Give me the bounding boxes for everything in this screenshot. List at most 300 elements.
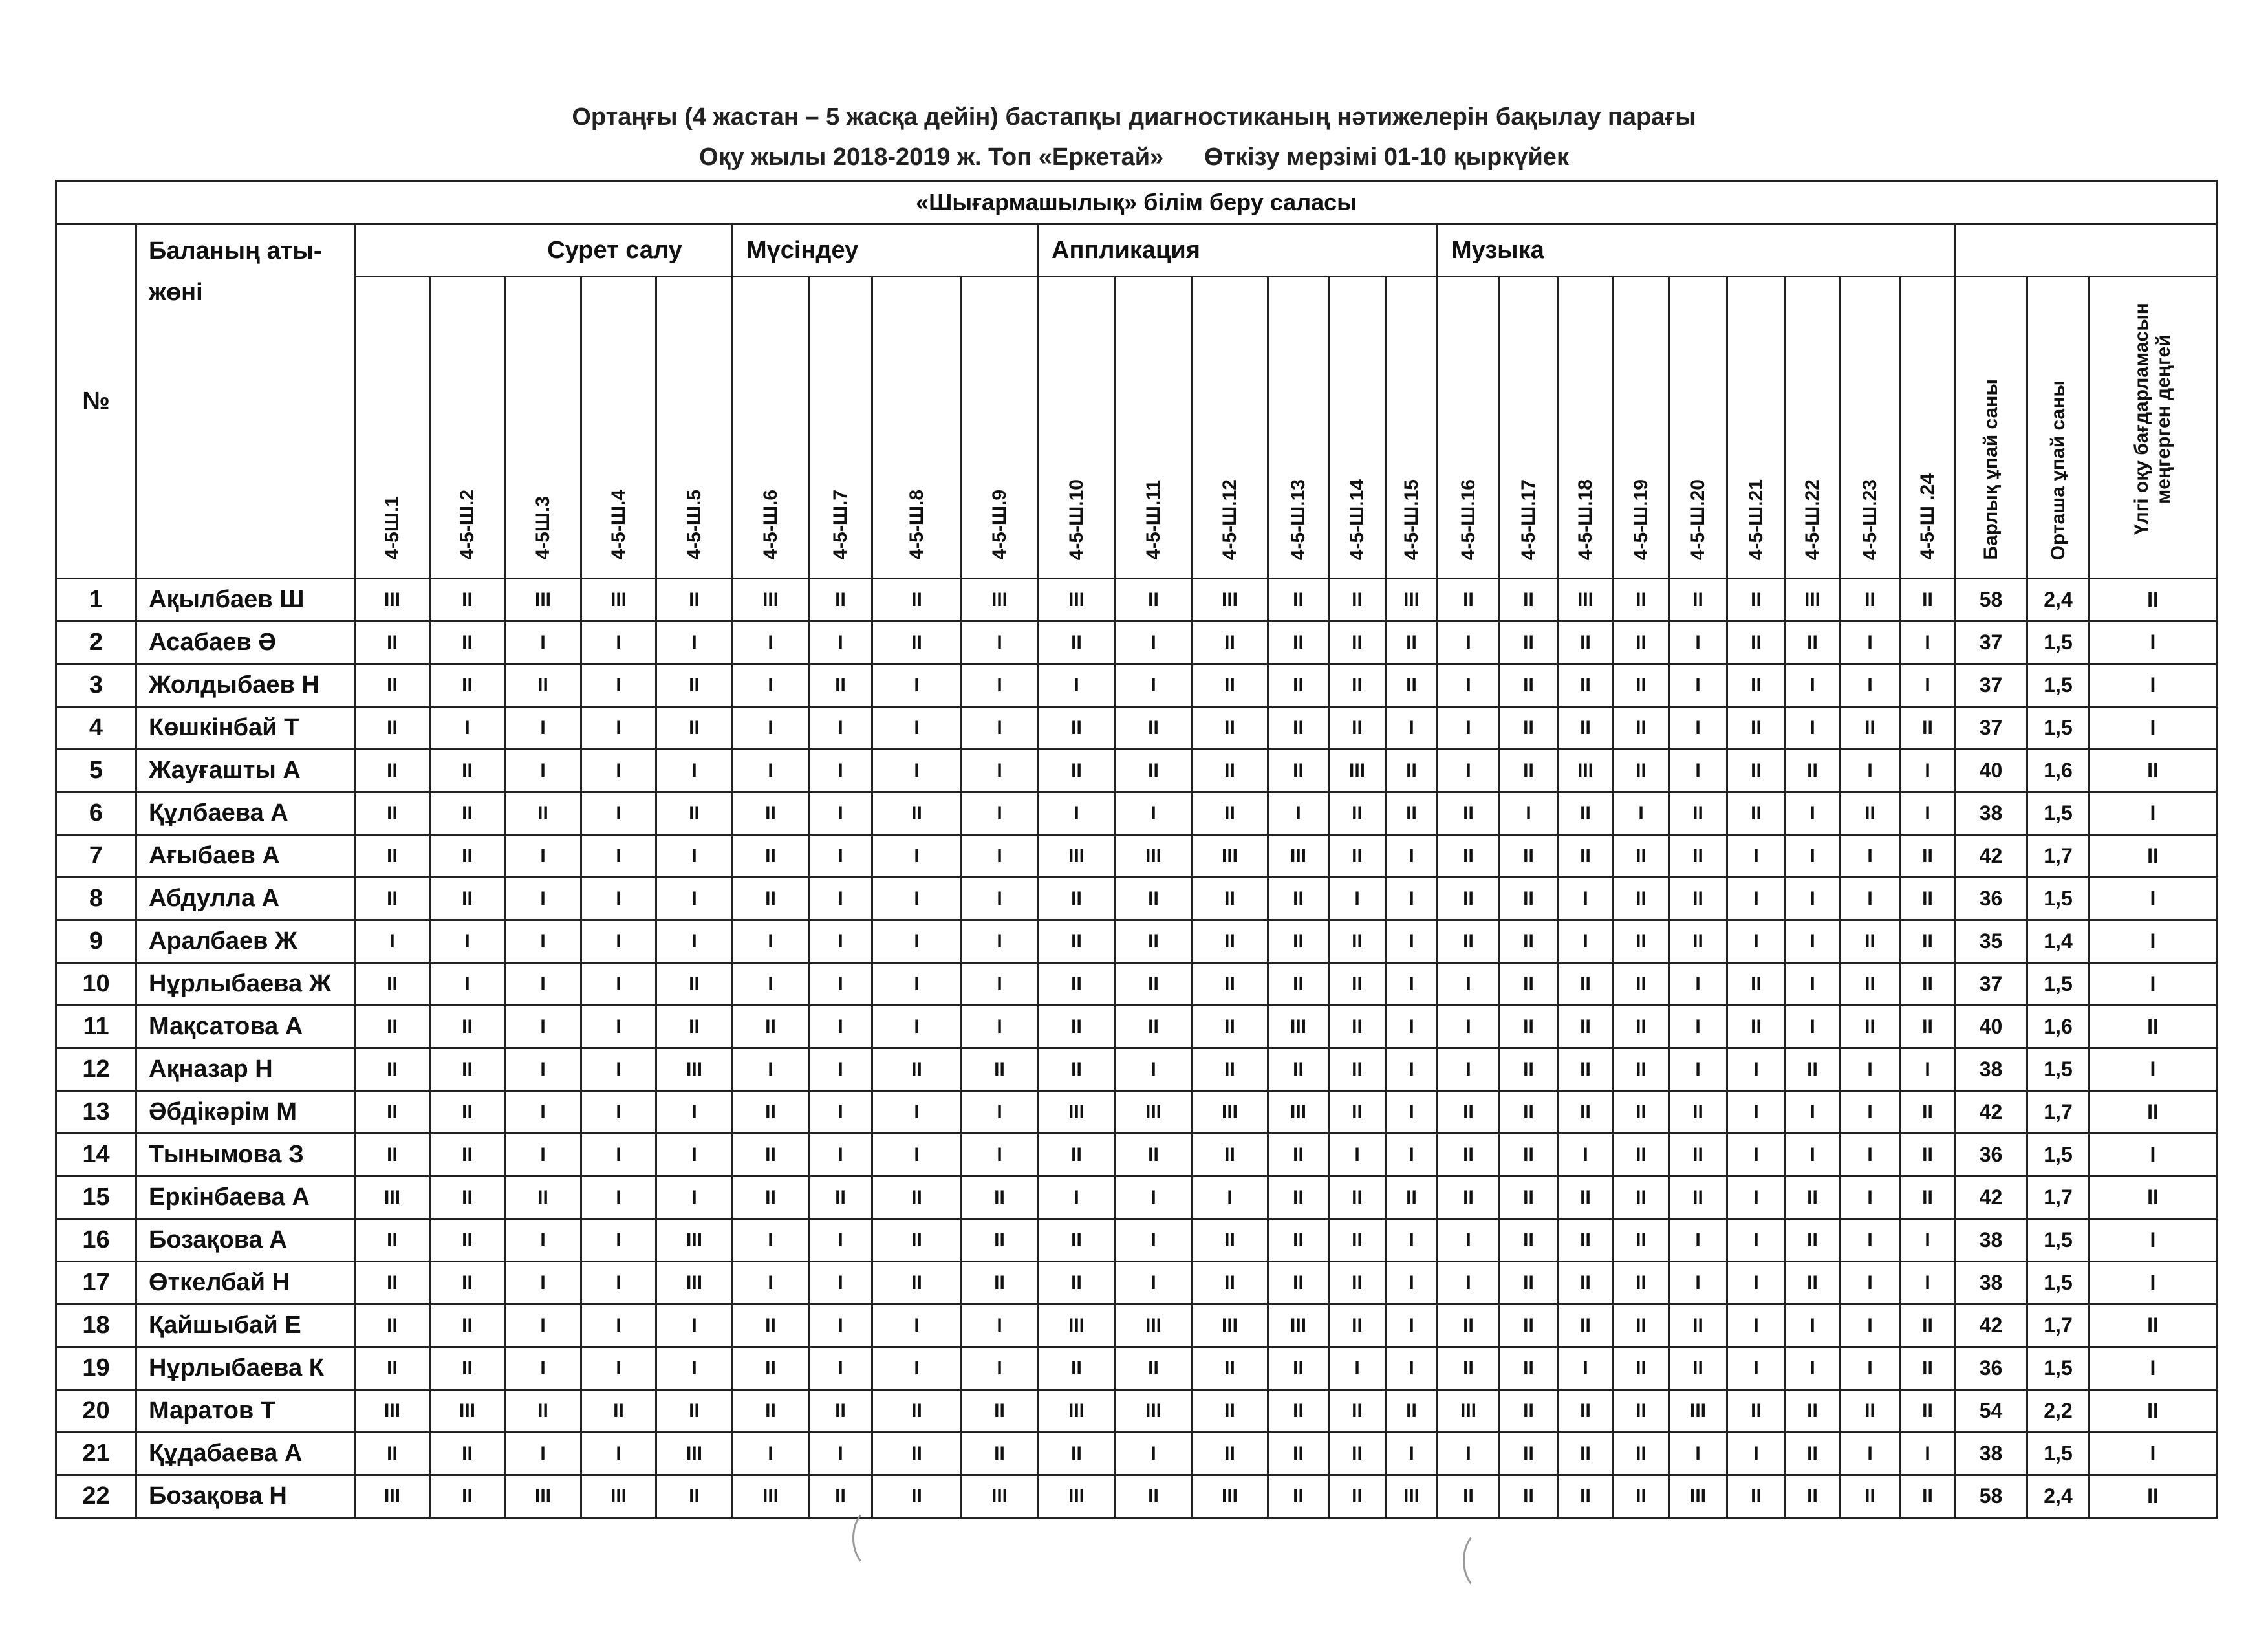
score-cell: III	[1192, 1091, 1268, 1134]
mastery-level-header-label: Үлгі оқу бағдарламасын меңгерген деңгей	[2131, 303, 2174, 535]
score-cell: I	[581, 1134, 656, 1176]
score-cell: II	[1329, 963, 1386, 1006]
score-cell: II	[1901, 878, 1955, 920]
row-number: 14	[56, 1134, 136, 1176]
score-cell: II	[1038, 1262, 1116, 1305]
score-cell: III	[1386, 579, 1438, 622]
group-music: Музыка	[1438, 224, 1955, 277]
score-cell: II	[1116, 579, 1192, 622]
score-cell: III	[962, 579, 1038, 622]
score-cell: II	[809, 579, 872, 622]
score-cell: III	[656, 1262, 733, 1305]
score-cell: I	[733, 707, 809, 750]
score-cell: II	[1386, 664, 1438, 707]
score-cell: I	[1786, 707, 1840, 750]
score-cell: II	[962, 1433, 1038, 1475]
score-cell: II	[1192, 750, 1268, 792]
score-cell: II	[355, 622, 430, 664]
table-row	[56, 1433, 2217, 1475]
score-cell: II	[962, 1219, 1038, 1262]
score-cell: II	[733, 1091, 809, 1134]
assessment-period: Өткізу мерзімі 01-10 қыркүйек	[1204, 144, 1569, 171]
score-cell: I	[1786, 963, 1840, 1006]
score-cell: III	[430, 1390, 505, 1433]
criterion-code-label: 4-5Ш.1	[381, 496, 403, 560]
score-cell: II	[1727, 750, 1786, 792]
score-cell: II	[1614, 1006, 1669, 1048]
score-cell: II	[505, 664, 581, 707]
score-cell: I	[581, 622, 656, 664]
score-cell: I	[1116, 664, 1192, 707]
score-cell: I	[733, 1262, 809, 1305]
score-cell: I	[505, 750, 581, 792]
row-number: 5	[56, 750, 136, 792]
score-cell: II	[430, 579, 505, 622]
child-name: Бозақова Н	[136, 1475, 355, 1518]
score-cell: II	[1614, 963, 1669, 1006]
score-cell: II	[872, 622, 962, 664]
child-name-header: Баланың аты-жөні	[136, 224, 355, 579]
score-cell: I	[505, 1262, 581, 1305]
score-cell: II	[1614, 1048, 1669, 1091]
criterion-code-label: 4-5-Ш.17	[1517, 479, 1539, 560]
criterion-code-label: 4-5-Ш.20	[1687, 479, 1709, 560]
score-cell: II	[872, 579, 962, 622]
score-cell: II	[1116, 920, 1192, 963]
score-cell: I	[1386, 1347, 1438, 1390]
score-cell: I	[1786, 878, 1840, 920]
score-cell: I	[809, 707, 872, 750]
total-score: 40	[1955, 1006, 2027, 1048]
criterion-code-label: 4-5-Ш.5	[683, 490, 705, 560]
score-cell: I	[1438, 1433, 1500, 1475]
score-cell: II	[1500, 707, 1558, 750]
code-header-row	[56, 277, 2217, 579]
score-cell: I	[872, 1006, 962, 1048]
score-cell: I	[872, 1305, 962, 1347]
score-cell: II	[1192, 963, 1268, 1006]
score-cell: III	[1669, 1475, 1727, 1518]
score-cell: I	[656, 622, 733, 664]
score-cell: II	[1614, 622, 1669, 664]
score-cell: II	[1901, 707, 1955, 750]
score-cell: II	[1786, 1262, 1840, 1305]
criterion-code-label: 4-5-Ш.18	[1574, 479, 1596, 560]
score-cell: I	[1558, 920, 1614, 963]
score-cell: II	[1786, 622, 1840, 664]
total-score: 58	[1955, 579, 2027, 622]
score-cell: I	[1116, 622, 1192, 664]
score-cell: II	[355, 1433, 430, 1475]
score-cell: II	[1116, 1347, 1192, 1390]
score-cell: II	[1038, 1048, 1116, 1091]
score-cell: II	[809, 1390, 872, 1433]
group-modeling: Мүсіндеу	[733, 224, 1038, 277]
score-cell: II	[1038, 1134, 1116, 1176]
score-cell: II	[1192, 1262, 1268, 1305]
score-cell: II	[1438, 1134, 1500, 1176]
score-cell: I	[962, 878, 1038, 920]
score-cell: I	[1840, 1048, 1901, 1091]
score-cell: II	[1116, 1475, 1192, 1518]
score-cell: II	[1614, 1219, 1669, 1262]
score-cell: II	[1500, 1048, 1558, 1091]
score-cell: II	[355, 707, 430, 750]
score-cell: II	[355, 750, 430, 792]
score-cell: II	[1786, 1475, 1840, 1518]
score-cell: II	[1901, 1390, 1955, 1433]
results-body	[56, 579, 2217, 1518]
average-score: 2,4	[2027, 579, 2090, 622]
score-cell: II	[1329, 1433, 1386, 1475]
score-cell: II	[430, 792, 505, 835]
score-cell: I	[505, 878, 581, 920]
score-cell: I	[505, 1091, 581, 1134]
score-cell: III	[1038, 579, 1116, 622]
score-cell: III	[1116, 1091, 1192, 1134]
total-score-header-label: Барлық ұпай саны	[1980, 379, 2002, 560]
score-cell: I	[809, 750, 872, 792]
score-cell: I	[1786, 1347, 1840, 1390]
score-cell: I	[430, 707, 505, 750]
criterion-code-header	[1116, 277, 1192, 579]
document-title: Ортаңғы (4 жастан – 5 жасқа дейін) бастапқы диагностиканың нәтижелерін бақылау парағы	[572, 103, 1696, 131]
score-cell: I	[872, 664, 962, 707]
score-cell: II	[1500, 878, 1558, 920]
score-cell: I	[1438, 622, 1500, 664]
table-row	[56, 792, 2217, 835]
score-cell: III	[1786, 579, 1840, 622]
score-cell: II	[656, 1006, 733, 1048]
score-cell: I	[809, 963, 872, 1006]
score-cell: II	[1840, 920, 1901, 963]
table-row	[56, 835, 2217, 878]
score-cell: II	[430, 1219, 505, 1262]
score-cell: II	[1614, 664, 1669, 707]
mastery-level: II	[2090, 750, 2217, 792]
score-cell: II	[1268, 920, 1329, 963]
score-cell: I	[962, 707, 1038, 750]
score-cell: I	[1669, 1433, 1727, 1475]
score-cell: II	[430, 1176, 505, 1219]
average-score: 1,6	[2027, 1006, 2090, 1048]
score-cell: I	[1786, 1305, 1840, 1347]
score-cell: II	[1614, 1390, 1669, 1433]
row-number: 16	[56, 1219, 136, 1262]
score-cell: II	[1500, 1390, 1558, 1433]
score-cell: II	[1669, 1347, 1727, 1390]
score-cell: III	[1268, 1305, 1329, 1347]
score-cell: II	[962, 1176, 1038, 1219]
row-number: 7	[56, 835, 136, 878]
score-cell: I	[1727, 1176, 1786, 1219]
child-name: Абдулла А	[136, 878, 355, 920]
score-cell: II	[1614, 1475, 1669, 1518]
score-cell: II	[1038, 1347, 1116, 1390]
score-cell: I	[505, 963, 581, 1006]
total-score: 37	[1955, 664, 2027, 707]
criterion-code-label: 4-5-Ш.13	[1287, 479, 1309, 560]
mastery-level: I	[2090, 664, 2217, 707]
score-cell: III	[1669, 1390, 1727, 1433]
score-cell: I	[581, 1219, 656, 1262]
criterion-code-label: 4-5-Ш.8	[905, 490, 927, 560]
score-cell: II	[1268, 1219, 1329, 1262]
criterion-code-header	[1386, 277, 1438, 579]
criterion-code-label: 4-5-Ш.9	[988, 490, 1010, 560]
score-cell: II	[1268, 1347, 1329, 1390]
score-cell: II	[1840, 963, 1901, 1006]
score-cell: I	[505, 1048, 581, 1091]
child-name: Еркінбаева А	[136, 1176, 355, 1219]
total-score: 36	[1955, 1347, 2027, 1390]
score-cell: I	[962, 1006, 1038, 1048]
score-cell: II	[1614, 750, 1669, 792]
score-cell: II	[1558, 963, 1614, 1006]
score-cell: I	[1386, 1219, 1438, 1262]
row-number: 3	[56, 664, 136, 707]
score-cell: II	[1669, 1134, 1727, 1176]
score-cell: II	[1558, 1219, 1614, 1262]
child-name: Тынымова З	[136, 1134, 355, 1176]
score-cell: I	[581, 1176, 656, 1219]
score-cell: III	[1038, 1390, 1116, 1433]
table-row	[56, 1262, 2217, 1305]
score-cell: I	[581, 1433, 656, 1475]
score-cell: II	[1669, 1091, 1727, 1134]
score-cell: I	[962, 920, 1038, 963]
score-cell: II	[505, 792, 581, 835]
score-cell: II	[505, 1390, 581, 1433]
score-cell: I	[962, 664, 1038, 707]
score-cell: I	[1727, 1134, 1786, 1176]
score-cell: II	[1268, 707, 1329, 750]
mastery-level: I	[2090, 707, 2217, 750]
total-score: 42	[1955, 835, 2027, 878]
score-cell: I	[581, 792, 656, 835]
score-cell: II	[1329, 1475, 1386, 1518]
score-cell: II	[1268, 963, 1329, 1006]
child-name: Ақылбаев Ш	[136, 579, 355, 622]
average-score: 1,5	[2027, 878, 2090, 920]
average-score: 1,7	[2027, 1091, 2090, 1134]
score-cell: I	[1840, 1176, 1901, 1219]
criterion-code-header	[1669, 277, 1727, 579]
score-cell: I	[872, 707, 962, 750]
score-cell: I	[1386, 1006, 1438, 1048]
table-row	[56, 750, 2217, 792]
score-cell: I	[1116, 792, 1192, 835]
score-cell: III	[733, 579, 809, 622]
score-cell: I	[872, 963, 962, 1006]
score-cell: I	[1438, 664, 1500, 707]
score-cell: I	[355, 920, 430, 963]
score-cell: II	[1329, 1048, 1386, 1091]
criterion-code-label: 4-5-Ш.19	[1630, 479, 1652, 560]
education-area-title: «Шығармашылық» білім беру саласы	[56, 181, 2217, 224]
score-cell: III	[1116, 835, 1192, 878]
score-cell: I	[1386, 835, 1438, 878]
score-cell: I	[809, 835, 872, 878]
score-cell: II	[1840, 707, 1901, 750]
score-cell: II	[1268, 1475, 1329, 1518]
score-cell: II	[1038, 920, 1116, 963]
score-cell: II	[1329, 1091, 1386, 1134]
score-cell: I	[505, 1433, 581, 1475]
score-cell: II	[355, 1347, 430, 1390]
score-cell: II	[1192, 1006, 1268, 1048]
score-cell: III	[1038, 1091, 1116, 1134]
score-cell: I	[1786, 1134, 1840, 1176]
score-cell: II	[1500, 1347, 1558, 1390]
score-cell: I	[1840, 878, 1901, 920]
score-cell: II	[1268, 1433, 1329, 1475]
score-cell: I	[656, 1091, 733, 1134]
row-number: 2	[56, 622, 136, 664]
score-cell: I	[1386, 920, 1438, 963]
score-cell: I	[1840, 1091, 1901, 1134]
score-cell: II	[1727, 963, 1786, 1006]
score-cell: II	[1192, 1219, 1268, 1262]
score-cell: III	[355, 579, 430, 622]
score-cell: II	[1386, 622, 1438, 664]
score-cell: III	[505, 1475, 581, 1518]
score-cell: I	[656, 878, 733, 920]
score-cell: III	[355, 1390, 430, 1433]
score-cell: I	[1840, 1347, 1901, 1390]
score-cell: II	[872, 1219, 962, 1262]
child-name: Маратов Т	[136, 1390, 355, 1433]
average-score: 1,5	[2027, 707, 2090, 750]
score-cell: II	[962, 1390, 1038, 1433]
score-cell: II	[430, 835, 505, 878]
table-row	[56, 622, 2217, 664]
table-row	[56, 1475, 2217, 1518]
score-cell: I	[1901, 1262, 1955, 1305]
score-cell: I	[1669, 1262, 1727, 1305]
score-cell: III	[1558, 750, 1614, 792]
score-cell: I	[581, 707, 656, 750]
child-name: Жолдыбаев Н	[136, 664, 355, 707]
total-score: 40	[1955, 750, 2027, 792]
table-row	[56, 1134, 2217, 1176]
score-cell: II	[872, 1433, 962, 1475]
score-cell: III	[1386, 1475, 1438, 1518]
score-cell: II	[1116, 707, 1192, 750]
score-cell: I	[656, 1176, 733, 1219]
score-cell: I	[1840, 750, 1901, 792]
score-cell: I	[1786, 1091, 1840, 1134]
score-cell: II	[1614, 920, 1669, 963]
score-cell: I	[505, 920, 581, 963]
child-name: Қайшыбай Е	[136, 1305, 355, 1347]
score-cell: I	[1386, 1091, 1438, 1134]
score-cell: II	[872, 1475, 962, 1518]
score-cell: II	[1192, 792, 1268, 835]
mastery-level-header	[2090, 277, 2217, 579]
score-cell: I	[809, 1262, 872, 1305]
average-score: 1,5	[2027, 664, 2090, 707]
score-cell: II	[1901, 1091, 1955, 1134]
score-cell: II	[733, 835, 809, 878]
score-cell: I	[581, 920, 656, 963]
row-number: 22	[56, 1475, 136, 1518]
table-row	[56, 579, 2217, 622]
total-score: 37	[1955, 622, 2027, 664]
score-cell: II	[1268, 878, 1329, 920]
row-number: 17	[56, 1262, 136, 1305]
score-cell: I	[962, 1134, 1038, 1176]
score-cell: I	[656, 750, 733, 792]
score-cell: I	[581, 1048, 656, 1091]
score-cell: II	[1438, 1475, 1500, 1518]
score-cell: I	[1727, 1048, 1786, 1091]
child-name: Ағыбаев А	[136, 835, 355, 878]
score-cell: I	[1438, 1006, 1500, 1048]
criterion-code-header	[581, 277, 656, 579]
score-cell: I	[872, 920, 962, 963]
score-cell: I	[809, 1219, 872, 1262]
average-score: 1,5	[2027, 963, 2090, 1006]
score-cell: I	[872, 1347, 962, 1390]
score-cell: II	[430, 1347, 505, 1390]
score-cell: I	[809, 1134, 872, 1176]
criterion-code-label: 4-5-Ш.21	[1745, 479, 1767, 560]
score-cell: II	[430, 1305, 505, 1347]
score-cell: II	[1116, 750, 1192, 792]
score-cell: II	[355, 1262, 430, 1305]
score-cell: I	[1669, 963, 1727, 1006]
score-cell: II	[1840, 792, 1901, 835]
score-cell: II	[1727, 1390, 1786, 1433]
score-cell: II	[1192, 1134, 1268, 1176]
criterion-code-label: 4-5-Ш.12	[1218, 479, 1240, 560]
average-score-header	[2027, 277, 2090, 579]
score-cell: II	[1669, 1305, 1727, 1347]
score-cell: II	[809, 1475, 872, 1518]
score-cell: II	[1438, 878, 1500, 920]
score-cell: I	[1727, 1219, 1786, 1262]
score-cell: II	[1786, 750, 1840, 792]
total-score: 54	[1955, 1390, 2027, 1433]
score-cell: III	[1192, 579, 1268, 622]
score-cell: II	[1901, 1347, 1955, 1390]
score-cell: II	[1840, 1475, 1901, 1518]
score-cell: II	[1038, 963, 1116, 1006]
score-cell: II	[1558, 1176, 1614, 1219]
criterion-code-header	[505, 277, 581, 579]
score-cell: I	[809, 1006, 872, 1048]
score-cell: I	[809, 1048, 872, 1091]
score-cell: I	[962, 1305, 1038, 1347]
score-cell: I	[656, 1134, 733, 1176]
score-cell: II	[1786, 1176, 1840, 1219]
score-cell: II	[1192, 707, 1268, 750]
score-cell: II	[1386, 1390, 1438, 1433]
score-cell: II	[1329, 1219, 1386, 1262]
score-cell: I	[809, 622, 872, 664]
average-score: 1,5	[2027, 1347, 2090, 1390]
score-cell: II	[1558, 1305, 1614, 1347]
score-cell: II	[733, 1134, 809, 1176]
score-cell: II	[1329, 707, 1386, 750]
score-cell: I	[1727, 1305, 1786, 1347]
score-cell: II	[355, 1091, 430, 1134]
score-cell: III	[733, 1475, 809, 1518]
score-cell: I	[809, 792, 872, 835]
score-cell: II	[355, 1134, 430, 1176]
score-cell: II	[1901, 579, 1955, 622]
